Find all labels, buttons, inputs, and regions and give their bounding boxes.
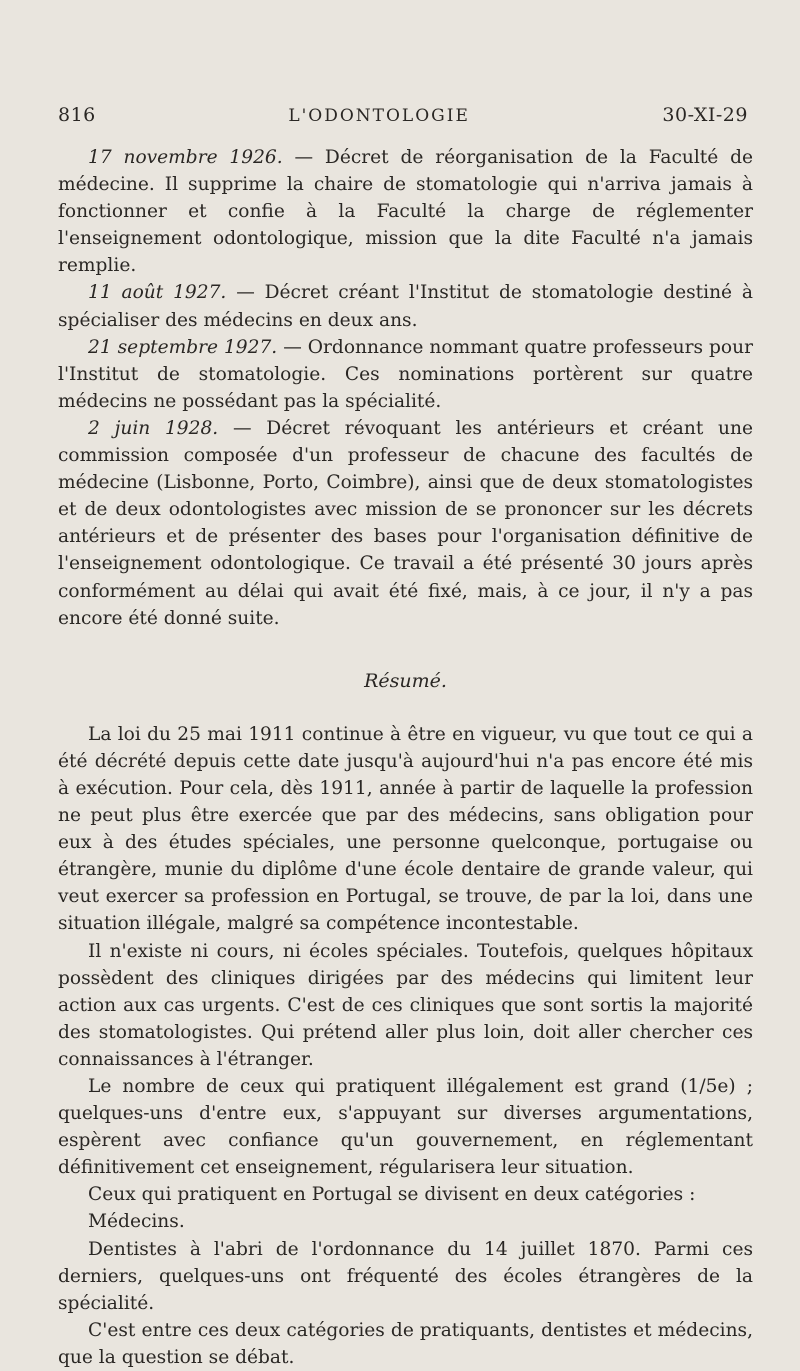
resume-paragraph: Médecins.	[88, 1211, 185, 1233]
decree-date: 2 juin 1928.	[88, 417, 219, 439]
decree-text: — Décret créant l'Institut de stomatologie destiné à spécialiser des médecins en deux ans.	[58, 282, 753, 331]
resume-paragraph: Le nombre de ceux qui pratiquent illégalement est grand (1/5e) ; quelques-uns d'entre eux, s'appuyant sur diverses argumentations, espèrent avec confiance qu'un gouvernement, en réglementant définitivement cet enseignement, régularisera leur situation.	[58, 1076, 753, 1179]
decree-text: — Ordonnance nommant quatre professeurs pour l'Institut de stomatologie. Ces nominations portèrent sur quatre médecins ne possédant pas la spécialité.	[58, 336, 753, 412]
decree-paragraph	[58, 144, 753, 279]
issue-date: 30-XI-29	[662, 104, 748, 126]
decree-paragraph	[58, 415, 753, 632]
resume-paragraph: C'est entre ces deux catégories de pratiquants, dentistes et médecins, que la question se débat.	[58, 1319, 753, 1368]
resume-paragraph: La loi du 25 mai 1911 continue à être en vigueur, vu que tout ce qui a été décrété depuis cette date jusqu'à aujourd'hui n'a pas encore été mis à exécution. Pour cela, dès 1911, année à partir de laquelle la profession ne peut plus être exercée que par des médecins, sans obligation pour eux à des études spéciales, une personne quelconque, portugaise ou étrangère, munie du diplôme d'une école dentaire de grande valeur, qui veut exercer sa profession en Portugal, se trouve, de par la loi, dans une situation illégale, malgré sa compétence incontestable.	[58, 723, 753, 935]
decree-text: — Décret de réorganisation de la Faculté de médecine. Il supprime la chaire de stomatologie qui n'arriva jamais à fonctionner et confie à la Faculté la charge de réglementer l'enseignement odontologique, mission que la dite Faculté n'a jamais remplie.	[58, 147, 753, 277]
resume-paragraph: Dentistes à l'abri de l'ordonnance du 14 juillet 1870. Parmi ces derniers, quelques-uns ont fréquenté des écoles étrangères de la spécialité.	[58, 1238, 753, 1314]
resume-paragraph: Ceux qui pratiquent en Portugal se divisent en deux catégories :	[88, 1184, 696, 1206]
decree-paragraph	[58, 334, 753, 415]
section-heading: Résumé.	[364, 669, 447, 692]
decree-date: 21 septembre 1927.	[88, 336, 278, 358]
decree-paragraph	[58, 279, 753, 333]
decree-date: 17 novembre 1926.	[88, 147, 283, 168]
decree-date: 11 août 1927.	[88, 282, 227, 304]
resume-paragraph: Il n'existe ni cours, ni écoles spéciales. Toutefois, quelques hôpitaux possèdent des cliniques dirigées par des médecins qui limitent leur action aux cas urgents. C'est de ces cliniques que sont sortis la majorité des stomatologistes. Qui prétend aller plus loin, doit aller chercher ces connaissances à l'étranger.	[58, 940, 753, 1070]
running-header	[58, 104, 748, 126]
page-number: 816	[58, 104, 96, 126]
decree-text: — Décret révoquant les antérieurs et créant une commission composée d'un professeur de chacune des facultés de médecine (Lisbonne, Porto, Coimbre), ainsi que de deux stomatologistes et de deux odontologistes avec mission de se prononcer sur les décrets antérieurs et de présenter des bases pour l'organisation définitive de l'enseignement odontologique. Ce travail a été présenté 30 jours après conformément au délai qui avait été fixé, mais, à ce jour, il n'y a pas encore été donné suite.	[58, 417, 754, 629]
article-body	[58, 144, 753, 1371]
journal-title: L'ODONTOLOGIE	[288, 106, 470, 126]
